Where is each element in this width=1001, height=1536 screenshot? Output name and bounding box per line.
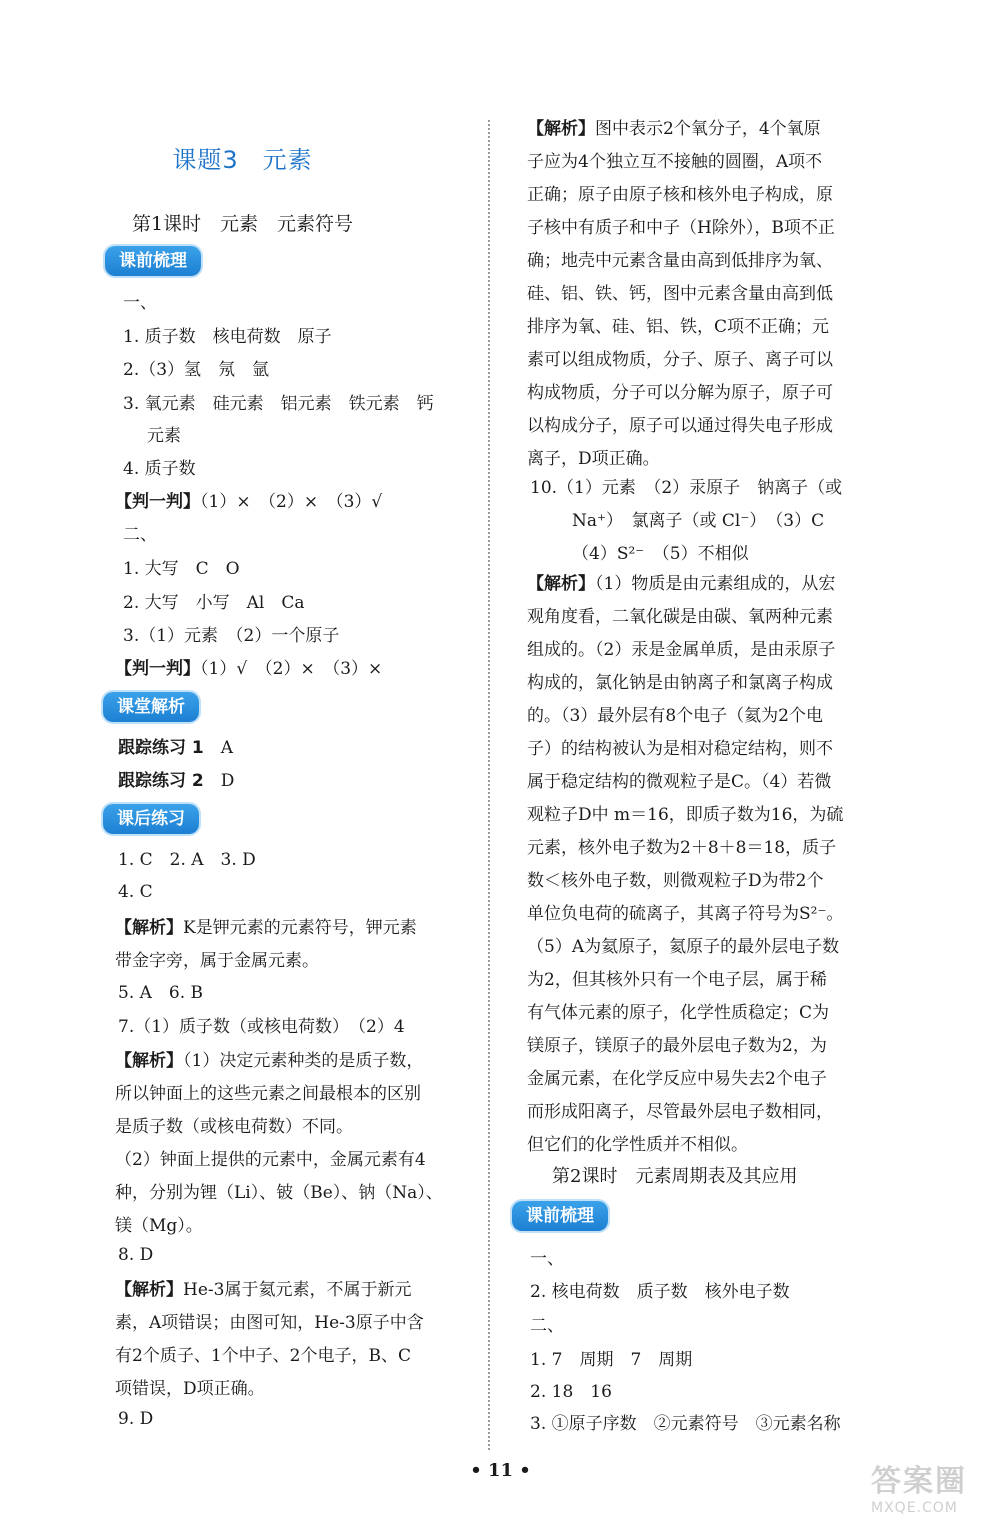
analysis-4: 【解析】K是钾元素的元素符号，钾元素 带金字旁，属于金属元素。 xyxy=(115,918,417,971)
tracking-practice-2: 跟踪练习 2 D xyxy=(118,771,235,791)
answer-line: 3. 氧元素 硅元素 铝元素 铁元素 钙 xyxy=(123,394,434,414)
answer-line: 1. 质子数 核电荷数 原子 xyxy=(123,327,332,347)
section-1-label: 一、 xyxy=(123,293,157,313)
answer-line: 3. ①原子序数 ②元素符号 ③元素名称 xyxy=(530,1414,841,1434)
badge-ktjx: 课堂解析 xyxy=(103,692,199,722)
answer-line: 2. 18 16 xyxy=(530,1382,612,1402)
answer-line: 1. 7 周期 7 周期 xyxy=(530,1350,693,1370)
section-2-label: 二、 xyxy=(530,1316,564,1336)
judge-line: 【判一判】（1）× （2）× （3）√ xyxy=(115,492,383,512)
analysis-8: 【解析】He-3属于氦元素，不属于新元 素，A项错误；由图可知，He-3原子中含 有2个质子、1个中子、2个电子，B、C 项错误，D项正确。 xyxy=(115,1280,424,1399)
tracking-practice-1: 跟踪练习 1 A xyxy=(118,738,234,758)
answer-line: 2.（3）氢 氖 氩 xyxy=(123,360,270,380)
section-2-label: 二、 xyxy=(123,525,157,545)
analysis-9: 【解析】图中表示2个氧分子，4个氧原 子应为4个独立互不接触的圆圈，A项不 正确；原子由原子核和核外电子构成，原 子核中有质子和中子（H除外），B项不正 确；地壳中元素含量由高到低排序为氧、 硅、铝、铁、钙，图中元素含量由高到低 排序为氧、硅、铝、铁，C项不正确；元 素可以组成物质，分子、原子、离子可以 构成物质，分子可以分解为原子，原子可 以构成分子，原子可以通过得失电子形成 离子，D项正确。 xyxy=(527,119,835,469)
lesson-2-title: 第2课时 元素周期表及其应用 xyxy=(552,1166,798,1187)
answer-line: 元素 xyxy=(147,426,181,446)
judge-line: 【判一判】（1）√ （2）× （3）× xyxy=(115,659,383,679)
answer-line: Na⁺） 氯离子（或 Cl⁻） （3）C xyxy=(572,511,825,531)
column-divider xyxy=(488,120,490,1450)
watermark-logo: 答案圈 MXQE.COM xyxy=(871,1464,967,1516)
answer-line: 9. D xyxy=(118,1409,154,1429)
analysis-7: 【解析】（1）决定元素种类的是质子数， 所以钟面上的这些元素之间最根本的区别 是质子数（或核电荷数）不同。 （2）钟面上提供的元素中，金属元素有4 种，分别为锂（Li）、铍（Be）、钠（Na）、 镁（Mg）。 xyxy=(115,1051,443,1236)
badge-khlx: 课后练习 xyxy=(103,804,199,834)
answer-line: 4. C xyxy=(118,882,153,902)
section-1-label: 一、 xyxy=(530,1249,564,1269)
answer-line: 1. C 2. A 3. D xyxy=(118,850,256,870)
answer-line: 4. 质子数 xyxy=(123,459,196,479)
analysis-10: 【解析】（1）物质是由元素组成的，从宏 观角度看，二氧化碳是由碳、氧两种元素 组成的。（2）汞是金属单质，是由汞原子 构成的，氯化钠是由钠离子和氯离子构成 的。（3）最外层有8个电子（氦为2个电 子）的结构被认为是相对稳定结构，则不 属于稳定结构的微观粒子是C。（4）若微 观粒子D中 m＝16，即质子数为16，为硫 元素，核外电子数为2＋8＋8＝18，质子 数＜核外电子数，则微观粒子D为带2个 单位负电荷的硫离子，其离子符号为S²⁻。 （5）A为氦原子，氦原子的最外层电子数 为2，但其核外只有一个电子层，属于稀 有气体元素的原子，化学性质稳定；C为 镁原子，镁原子的最外层电子数为2，为 金属元素，在化学反应中易失去2个电子 而形成阳离子，尽管最外层电子数相同， 但它们的化学性质并不相似。 xyxy=(527,574,844,1155)
answer-line: （4）S²⁻ （5）不相似 xyxy=(572,544,749,564)
chapter-title: 课题3 元素 xyxy=(172,146,313,174)
judge-label: 【判一判】 xyxy=(115,492,200,512)
answer-line: 3.（1）元素 （2）一个原子 xyxy=(123,626,340,646)
answer-line: 8. D xyxy=(118,1245,154,1265)
answer-line: 1. 大写 C O xyxy=(123,559,240,579)
judge-label: 【判一判】 xyxy=(115,659,200,679)
answer-line: 2. 大写 小写 Al Ca xyxy=(123,593,305,613)
answer-line: 10.（1）元素 （2）汞原子 钠离子（或 xyxy=(530,478,843,498)
lesson-1-title: 第1课时 元素 元素符号 xyxy=(131,213,354,235)
badge-kqsl-2: 课前梳理 xyxy=(512,1201,608,1231)
answer-line: 5. A 6. B xyxy=(118,983,204,1003)
badge-kqsl: 课前梳理 xyxy=(105,246,201,276)
answer-line: 7.（1）质子数（或核电荷数） （2）4 xyxy=(118,1017,405,1037)
answer-line: 2. 核电荷数 质子数 核外电子数 xyxy=(530,1282,790,1302)
page-number: • 11 • xyxy=(470,1460,531,1481)
